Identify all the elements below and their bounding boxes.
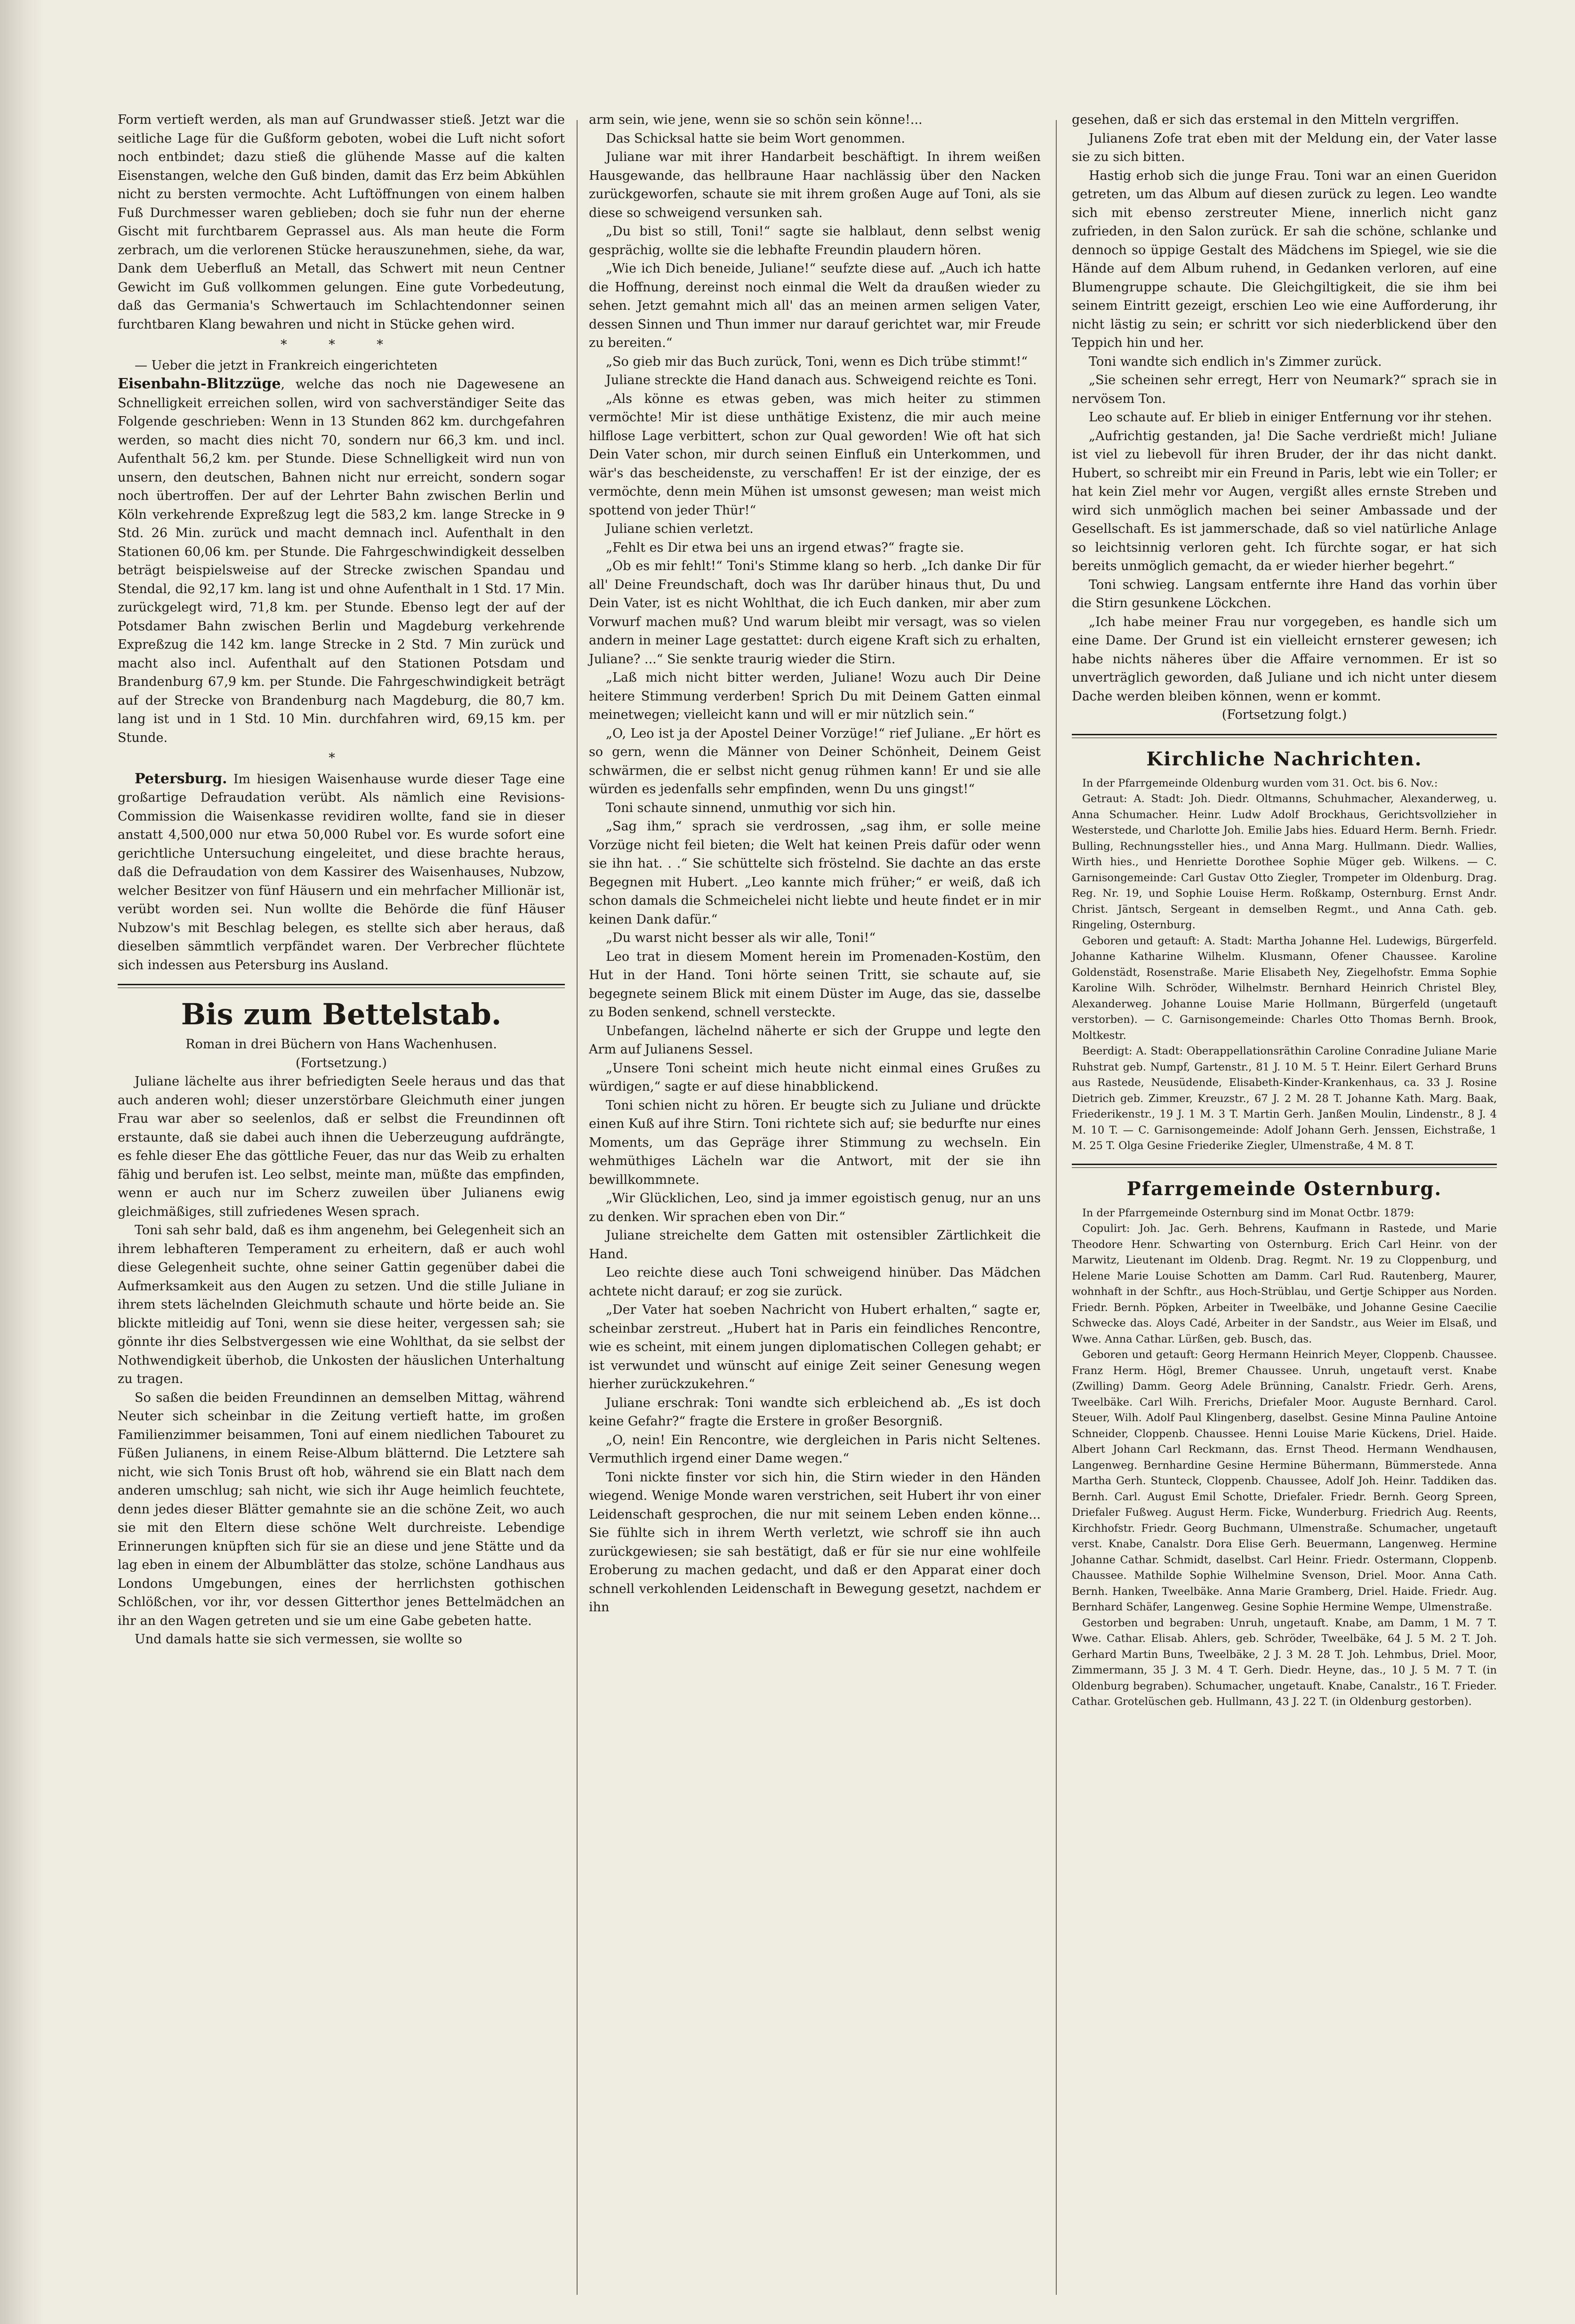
church-news-oldenburg [1072,776,1497,1154]
novel-subtitle: Roman in drei Büchern von Hans Wachenhusen. [185,1037,497,1052]
novel-paragraph: „Wie ich Dich beneide, Juliane!“ seufzte diese auf. „Auch ich hatte die Hoffnung, dereinst noch einmal die Welt da draußen wieder zu sehen. Jetzt gemahnt mich all' das an meinen armen seligen Vater, dessen Sinnen und Thun immer nur darauf gerichtet war, mir Freude zu bereiten.“ [589,261,1041,350]
novel-paragraph: Toni schwieg. Langsam entfernte ihre Hand das vorhin über die Stirn gesunkene Löckchen. [1072,577,1497,611]
novel-title: Bis zum Bettelstab. [181,997,502,1031]
novel-paragraph: „Du warst nicht besser als wir alle, Toni!“ [606,931,876,945]
novel-paragraph: „Ob es mir fehlt!“ Toni's Stimme klang so herb. „Ich danke Dir für all' Deine Freundschaft, doch was Ihr darüber hinaus thut, Du und Dein Vater, ist es nicht Wohlthat, die ich Euch danken, mir aber zum Vorwurf machen muß? Und warum bleibt mir versagt, was so vielen andern in meiner Lage gestattet: durch eigene Kraft sich zu erhalten, Juliane? ...“ Sie senkte traurig wieder die Stirn. [589,559,1041,667]
novel-paragraph: Juliane erschrak: Toni wandte sich erbleichend ab. „Es ist doch keine Gefahr?“ fragte die Erstere in großer Besorgniß. [589,1395,1041,1429]
railway-headline: Eisenbahn-Blitzzüge [118,376,281,392]
novel-paragraph: „Laß mich nicht bitter werden, Juliane! Wozu auch Dir Deine heitere Stimmung verderben! Sprich Du mit Deinem Gatten einmal meinetwegen; vielleicht kann und will er mir nützlich sein.“ [589,670,1041,722]
column-3 [1072,111,1497,1710]
novel-paragraph: Juliane schien verletzt. [606,522,754,536]
section-divider [1072,734,1497,738]
novel-paragraph: „So gieb mir das Buch zurück, Toni, wenn es Dich trübe stimmt!“ [606,354,1028,369]
column-2 [589,111,1041,1617]
church-news-osternburg [1072,1206,1497,1710]
section-divider [1072,1164,1497,1168]
novel-paragraph: Hastig erhob sich die junge Frau. Toni war an einen Gueridon getreten, um das Album auf diesen zurück zu legen. Leo wandte sich mit ebenso zerstreuter Miene, innerlich nicht ganz zufrieden, in den Salon zurück. Er sah die schöne, schlanke und dennoch so üppige Gestalt des Mädchens im Spiegel, wie sie die Hände auf dem Album ruhend, in Gedanken verloren, auf eine Blumengruppe schaute. Die Gleichgiltigkeit, die sie ihm bei seinem Eintritt gezeigt, erschien Leo wie eine Aufforderung, ihr nicht lästig zu sein; er schritt vor sich niederblickend über den Teppich hin und her. [1072,168,1497,350]
novel-paragraph: Juliane war mit ihrer Handarbeit beschäftigt. In ihrem weißen Hausgewande, das hellbraune Haar nachlässig über den Nacken zurückgeworfen, schaute sie mit ihrem großen Auge auf Toni, als sie diese so schweigend versunken sah. [589,150,1041,220]
novel-paragraph: Toni sah sehr bald, daß es ihm angenehm, bei Gelegenheit sich an ihrem lebhafteren Temperament zu erheitern, daß er auch wohl diese Gelegenheit suchte, ohne seiner Gattin gegenüber dabei die Aufmerksamkeit aus den Augen zu setzen. Und die stille Juliane in ihrem stets lächelnden Gleichmuth schaute und hörte beide an. Sie blickte mitleidig auf Toni, wenn sie diese heiter, vergessen sah; sie gönnte ihr dies Selbstvergessen wie eine Wohlthat, da sie selbst der Nothwendigkeit überhob, die Unkosten der häuslichen Unterhaltung zu tragen. [118,1223,565,1386]
separator-stars: * * * [281,338,402,352]
casting-article-paragraph: Form vertieft werden, als man auf Grundwasser stieß. Jetzt war die seitliche Lage für die Gußform geboten, wobei die Luft nicht sofort noch entbindet; dazu stieß die glühende Masse auf die kalten Eisenstangen, welche den Guß binden, damit das Erz beim Abkühlen nicht zu bersten vermochte. Acht Luftöffnungen von einem halben Fuß Durchmesser waren geblieben; doch sie fuhr nun der eherne Gischt mit furchtbarem Geprassel aus. Als man heute die Form zerbrach, um die verlorenen Stücke herauszunehmen, siehe, da war, Dank dem Ueberfluß an Metall, das Schwert mit neun Centner Gewicht im Guß vollkommen gelungen. Eine gute Vorbedeutung, daß das Germania's Schwertauch im Schlachtendonner seinen furchtbaren Klang bewahren und nicht in Stücke gehen wird. [118,113,565,332]
page-binding-shadow [0,0,45,2324]
petersburg-headline: Petersburg. [135,770,227,787]
novel-paragraph: Toni schien nicht zu hören. Er beugte sich zu Juliane und drückte einen Kuß auf ihre Stirn. Toni richtete sich auf; sie bedurfte nur eines Moments, um das Gepräge ihrer Stimmung zu wechseln. Ein wehmüthiges Lächeln war die Antwort, mit der sie ihn bewillkommnete. [589,1098,1041,1187]
parish-born: Geboren und getauft: Georg Hermann Heinrich Meyer, Cloppenb. Chaussee. Franz Herm. Högl, Bremer Chaussee. Unruh, ungetauft verst. Knabe (Zwilling) Damm. Georg Adele Brünning, Canalstr. Friedr. Gerh. Arens, Tweelbäke. Carl Wilh. Frerichs, Driefaler Moor. Auguste Bernhard. Carol. Steuer, Wilh. Adolf Paul Klingenberg, daselbst. Gesine Minna Pauline Antoine Schneider, Cloppenb. Chaussee. Henni Louise Marie Kückens, Driel. Haide. Albert Johann Carl Reckmann, das. Ernst Theod. Hermann Wendhausen, Langenweg. Bernhardine Gesine Hermine Bühermann, Bümmerstede. Anna Martha Gerh. Stunteck, Cloppenb. Chaussee, Adolf Joh. Heinr. Taddiken das. Bernh. Carl. August Emil Schotte, Driefaler. Friedr. Bernh. Georg Spreen, Driefaler Fußweg. August Herm. Ficke, Wunderburg. Friedrich Aug. Reents, Kirchhofstr. Friedr. Georg Buchmann, Ulmenstraße. Schumacher, ungetauft verst. Knabe, Canalstr. Dora Elise Gerh. Beuermann, Langenweg. Hermine Johanne Cathar. Schmidt, daselbst. Carl Heinr. Friedr. Ostermann, Cloppenb. Chaussee. Mathilde Sophie Wilhelmine Svenson, Driel. Moor. Anna Cath. Bernh. Hanken, Tweelbäke. Anna Marie Gramberg, Driel. Haide. Friedr. Aug. Bernhard Schäfer, Langenweg. Gesine Sophie Hermine Wempe, Ulmenstraße. [1072,1349,1497,1613]
church-born: Geboren und getauft: A. Stadt: Martha Johanne Hel. Ludewigs, Bürgerfeld. Johanne Katharine Wilhelm. Klusmann, Ofener Chaussee. Karoline Goldenstädt, Rosenstraße. Marie Elisabeth Ney, Ziegelhofstr. Emma Sophie Karoline Wilh. Schröder, Wilhelmstr. Bernhard Heinrich Christel Bley, Alexanderweg. Johanne Louise Marie Hollmann, Bürgerfeld (ungetauft verstorben). — C. Garnisongemeinde: Charles Otto Thomas Bernh. Brook, Moltkestr. [1072,934,1497,1042]
novel-paragraph: Juliane streichelte dem Gatten mit ostensibler Zärtlichkeit die Hand. [589,1228,1041,1262]
novel-paragraph: Juliane lächelte aus ihrer befriedigten Seele heraus und das that auch anderen wohl; dieser unzerstörbare Gleichmuth einer jungen Frau war aber so seelenlos, daß er selbst die Freundinnen oft erstaunte, daß sie dabei auch ihnen die Ueberzeugung aufdrängte, es fehle dieser Ehe das göttliche Feuer, das nur das Weib zu erhalten fähig und berufen ist. Leo selbst, meinte man, müßte das empfinden, wenn er auch nur im Scherz zuweilen über Julianens ewig gleichmäßiges, still zufriedenes Wesen sprach. [118,1074,565,1219]
church-married: Getraut: A. Stadt: Joh. Diedr. Oltmanns, Schuhmacher, Alexanderweg, u. Anna Schumacher. Heinr. Ludw Adolf Brockhaus, Gerichtsvollzieher in Westerstede, und Charlotte Joh. Emilie Jabs hies. Eduard Herm. Bernh. Friedr. Bulling, Rechnungssteller hies., und Anna Marg. Hullmann. Diedr. Wallies, Wirth hies., und Henriette Dorothee Sophie Müger geb. Wilkens. — C. Garnisongemeinde: Carl Gustav Otto Ziegler, Trompeter im Oldenburg. Drag. Reg. Nr. 19, und Sophie Louise Herm. Roßkamp, Osternburg. Ernst Andr. Christ. Jäntsch, Sergeant in demselben Regmt., und Anna Cath. geb. Ringeling, Osternburg. [1072,793,1497,931]
novel-paragraph: Juliane streckte die Hand danach aus. Schweigend reichte es Toni. [606,373,1037,387]
novel-paragraph: „Sie scheinen sehr erregt, Herr von Neumark?“ sprach sie in nervösem Ton. [1072,373,1497,406]
novel-paragraph: „Du bist so still, Toni!“ sagte sie halblaut, denn selbst wenig gesprächig, wollte sie die lebhafte Freundin plaudern hören. [589,224,1041,257]
novel-paragraph: Julianens Zofe trat eben mit der Meldung ein, der Vater lasse sie zu sich bitten. [1072,131,1497,164]
novel-paragraph: „Unsere Toni scheint mich heute nicht einmal eines Grußes zu würdigen,“ sagte er auf diese hinabblickend. [589,1061,1041,1094]
railway-article: — Ueber die jetzt in Frankreich eingerichteten Eisenbahn-Blitzzüge, welche das noch nie Dagewesene an Schnelligkeit erreichen sollen, wird von sachverständiger Seite das Folgende geschrieben: Wenn in 13 Stunden 862 km. durchgefahren werden, so macht dies nicht 70, sondern nur 66,3 km. und incl. Aufenthalt 56,2 km. per Stunde. Diese Schnelligkeit wird nun von unsern, den deutschen, Bahnen nicht nur erreicht, sondern sogar noch übertroffen. Der auf der Lehrter Bahn zwischen Berlin und Köln verkehrende Expreßzug legt die 583,2 km. lange Strecke in 9 Std. 26 Min. zurück und macht demnach incl. Aufenthalt in den Stationen 60,06 km. per Stunde. Die Fahrgeschwindigkeit desselben beträgt beispielsweise auf der Strecke zwischen Spandau und Stendal, die 92,17 km. lang ist und ohne Aufenthalt in 1 Std. 17 Min. zurückgelegt wird, 71,8 km. per Stunde. Ebenso legt der auf der Potsdamer Bahn zwischen Berlin und Magdeburg verkehrende Expreßzug die 142 km. lange Strecke in 2 Std. 7 Min zurück und macht also incl. Aufenthalt auf den Stationen Potsdam und Brandenburg 67,9 km. per Stunde. Die Fahrgeschwindigkeit beträgt auf der Strecke von Brandenburg nach Magdeburg, die 80,7 km. lang ist und in 1 Std. 10 Min. durchfahren wird, 69,15 km. per Stunde. [118,358,565,745]
petersburg-article: Petersburg. Im hiesigen Waisenhause wurde dieser Tage eine großartige Defraudation verübt. Als nämlich eine Revisions-Commission die Waisenkasse revidiren wollte, fand sie in dieser anstatt 4,500,000 nur etwa 50,000 Rubel vor. Es wurde sofort eine gerichtliche Untersuchung eingeleitet, und diese brachte heraus, daß die Defraudation von dem Kassirer des Waisenhauses, Nubzow, welcher Besitzer von fünf Häusern und ein mehrfacher Millionär ist, verübt worden sei. Nun wollte die Behörde die fünf Häuser Nubzow's mit Beschlag belegen, es stellte sich aber heraus, daß dieselben sämmtlich verpfändet waren. Der Verbrecher flüchtete sich indessen aus Petersburg ins Ausland. [118,770,565,973]
church-intro: In der Pfarrgemeinde Oldenburg wurden vom 31. Oct. bis 6. Nov.: [1082,777,1438,789]
parish-married: Copulirt: Joh. Jac. Gerh. Behrens, Kaufmann in Rastede, und Marie Theodore Henr. Schwarting von Osternburg. Erich Carl Heinr. von der Marwitz, Lieutenant im Oldenb. Drag. Regmt. Nr. 19 zu Cloppenburg, und Helene Marie Louise Schotten am Damm. Carl Rud. Rautenberg, Maurer, wohnhaft in der Schftr., aus Hoch-Strüblau, und Gertje Schipper aus Norden. Friedr. Bernh. Pöpken, Arbeiter in Tweelbäke, und Johanne Gesine Caecilie Schwecke das. Aloys Cadé, Arbeiter in der Sandstr., aus Weier im Elsaß, und Wwe. Anna Cathar. Lürßen, geb. Busch, das. [1072,1222,1497,1345]
parish-deceased: Gestorben und begraben: Unruh, ungetauft. Knabe, am Damm, 1 M. 7 T. Wwe. Cathar. Elisab. Ahlers, geb. Schröder, Tweelbäke, 64 J. 5 M. 2 T. Joh. Gerhard Martin Buns, Tweelbäke, 2 J. 3 M. 28 T. Joh. Lehmbus, Driel. Moor, Zimmermann, 35 J. 3 M. 4 T. Gerh. Diedr. Heyne, das., 10 J. 5 M. 7 T. (in Oldenburg begraben). Schumacher, ungetauft. Knabe, Canalstr., 16 T. Frieder. Cathar. Grotelüschen geb. Hullmann, 43 J. 22 T. (in Oldenburg gestorben). [1072,1616,1497,1708]
novel-paragraph: „Fehlt es Dir etwa bei uns an irgend etwas?“ fragte sie. [606,540,964,555]
novel-paragraph: „Sag ihm,“ sprach sie verdrossen, „sag ihm, er solle meine Vorzüge nicht feil bieten; die Welt hat keinen Preis dafür oder wenn sie ihn hat. . .“ Sie schüttelte sich fröstelnd. Sie dachte an das erste Begegnen mit Hubert. „Leo kannte mich früher;“ er weiß, daß ich schon damals die Schmeichelei nicht liebte und heute findet er in mir keinen Dank dafür.“ [589,819,1041,927]
novel-paragraph: „O, nein! Ein Rencontre, wie dergleichen in Paris nicht Seltenes. Vermuthlich irgend einer Dame wegen.“ [589,1432,1041,1466]
novel-paragraph: „Ich habe meiner Frau nur vorgegeben, es handle sich um eine Dame. Der Grund ist ein vielleicht ernsterer gewesen; ich habe nichts näheres über die Affaire vernommen. Er ist so unverträglich geworden, daß Juliane und ich nicht unter diesem Dache werden bleiben können, wenn er kommt. [1072,614,1497,704]
novel-paragraph: Das Schicksal hatte sie beim Wort genommen. [606,131,905,146]
novel-paragraph: „O, Leo ist ja der Apostel Deiner Vorzüge!“ rief Juliane. „Er hört es so gern, wenn die Männer von Deiner Schönheit, Deinem Geist schwärmen, die er selbst nicht genug rühmen kann! Er und sie alle würden es jedenfalls sehr empfinden, wenn Du uns gingst!“ [589,726,1041,796]
novel-paragraph: Unbefangen, lächelnd näherte er sich der Gruppe und legte den Arm auf Julianens Sessel. [589,1023,1041,1057]
osternburg-parish-title: Pfarrgemeinde Osternburg. [1126,1177,1442,1200]
column-rule-1 [577,120,578,2295]
novel-paragraph: „Aufrichtig gestanden, ja! Die Sache verdrießt mich! Juliane ist viel zu liebevoll für ihren Bruder, der ihr das nicht dankt. Hubert, so schreibt mir ein Freund in Paris, lebt wie ein Toller; er hat kein Ziel mehr vor Augen, vergißt alles ernste Streben und wird sich unmöglich machen bei seiner Ambassade und der Gesellschaft. Es ist jammerschade, daß so viel natürliche Anlage so leichtsinnig verloren geht. Ich fürchte sogar, er hat sich bereits unmöglich gemacht, da er wieder hierher begehrt.“ [1072,428,1497,573]
novel-paragraph: „Wir Glücklichen, Leo, sind ja immer egoistisch genug, nur an uns zu denken. Wir sprachen eben von Dir.“ [589,1191,1041,1224]
novel-paragraph: gesehen, daß er sich das erstemal in den Mitteln vergriffen. [1072,113,1459,127]
novel-paragraph: Toni schaute sinnend, unmuthig vor sich hin. [606,800,896,815]
novel-paragraph: Leo trat in diesem Moment herein im Promenaden-Kostüm, den Hut in der Hand. Toni hörte seinen Tritt, sie schaute auf, sie begegnete seinem Blick mit einem Düster im Auge, das sie, dasselbe zu Boden senkend, schnell versteckte. [589,949,1041,1020]
novel-paragraph: „Der Vater hat soeben Nachricht von Hubert erhalten,“ sagte er, scheinbar zerstreut. „Hubert hat in Paris ein feindliches Rencontre, wie es scheint, mit einem jungen diplomatischen Collegen gehabt; er ist verwundet und wünscht auf einige Zeit seiner Genesung wegen hierher zurückzukehren.“ [589,1303,1041,1391]
parish-intro: In der Pfarrgemeinde Osternburg sind im Monat Octbr. 1879: [1082,1206,1414,1219]
novel-paragraph: Toni nickte finster vor sich hin, die Stirn wieder in den Händen wiegend. Wenige Monde waren verstrichen, seit Hubert ihr von einer Leidenschaft gesprochen, die nur mit seinem Leben enden könne... Sie fühlte sich in ihrem Werth verletzt, wie schroff sie ihn auch zurückgewiesen; sie sah bestätigt, daß er für sie nur eine wohlfeile Eroberung zu machen gedacht, und daß er den Apparat einer doch schnell verkohlenden Leidenschaft in Bewegung gesetzt, nachdem er ihn [589,1470,1041,1615]
church-news-title: Kirchliche Nachrichten. [1146,748,1422,770]
novel-paragraph: Toni wandte sich endlich in's Zimmer zurück. [1089,354,1382,369]
newspaper-page [118,111,1497,2304]
church-buried: Beerdigt: A. Stadt: Oberappellationsräthin Caroline Conradine Juliane Marie Ruhstrat geb. Numpf, Gartenstr., 81 J. 10 M. 5 T. Heinr. Eilert Gerhard Bruns aus Rastede, Neusüdende, Elisabeth-Kinder-Krankenhaus, ca. 33 J. Rosine Dietrich geb. Zimmer, Kreuzstr., 67 J. 2 M. 28 T. Johanne Kath. Marg. Baak, Friederikenstr., 19 J. 1 M. 3 T. Martin Gerh. Janßen Moulin, Lindenstr., 8 J. 4 M. 10 T. — C. Garnisongemeinde: Adolf Johann Gerh. Jenssen, Eichstraße, 1 M. 25 T. Olga Gesine Friederike Ziegler, Ulmenstraße, 4 M. 8 T. [1072,1045,1497,1152]
novel-paragraph: Leo schaute auf. Er blieb in einiger Entfernung vor ihr stehen. [1089,410,1492,425]
novel-continuation: (Fortsetzung.) [296,1055,387,1070]
column-rule-2 [1056,120,1057,2295]
novel-paragraph: arm sein, wie jene, wenn sie so schön sein könne!... [589,113,923,127]
novel-paragraph: „Als könne es etwas geben, was mich heiter zu stimmen vermöchte! Mir ist diese unthätige Existenz, die mir auch meine hilflose Lage verbittert, schon zur Qual geworden! Wie oft hat sich Dein Vater schon, mir durch seinen Einfluß ein Unterkommen, und wär's das bescheidenste, zu verschaffen! Er ist der einzige, der es vermöchte, denn mein Mühen ist umsonst gewesen; man weist mich spottend von jeder Thür!“ [589,391,1041,518]
separator-star: * [329,751,354,765]
novel-paragraph: Und damals hatte sie sich vermessen, sie wollte so [135,1632,462,1647]
continuation-note: (Fortsetzung folgt.) [1221,708,1347,722]
novel-paragraph: So saßen die beiden Freundinnen an demselben Mittag, während Neuter sich scheinbar in die Zeitung vertieft hatte, im großen Familienzimmer beisammen, Toni auf einem niedlichen Tabouret zu Füßen Julianens, in einem Reise-Album blätternd. Die Letztere sah nicht, wie sich Tonis Brust oft hob, während sie ein Blatt nach dem anderen umschlug; sah nicht, wie sich ihr Auge heimlich feuchtete, denn jedes dieser Blätter gemahnte sie an die schöne Zeit, wo auch sie mit den Eltern diese schöne Welt durchreiste. Lebendige Erinnerungen knüpften sich für sie an diese und jene Stätte und da lag eben in einem der Albumblätter das stolze, schöne Landhaus aus Londons Umgebungen, eines der herrlichsten gothischen Schlößchen, vor ihr, vor dessen Gitterthor jenes Bettelmädchen an ihr an den Wagen getreten und sie um eine Gabe gebeten hatte. [118,1390,565,1628]
column-1 [118,111,565,1649]
novel-paragraph: Leo reichte diese auch Toni schweigend hinüber. Das Mädchen achtete nicht darauf; er zog sie zurück. [589,1265,1041,1299]
section-divider [118,984,565,988]
